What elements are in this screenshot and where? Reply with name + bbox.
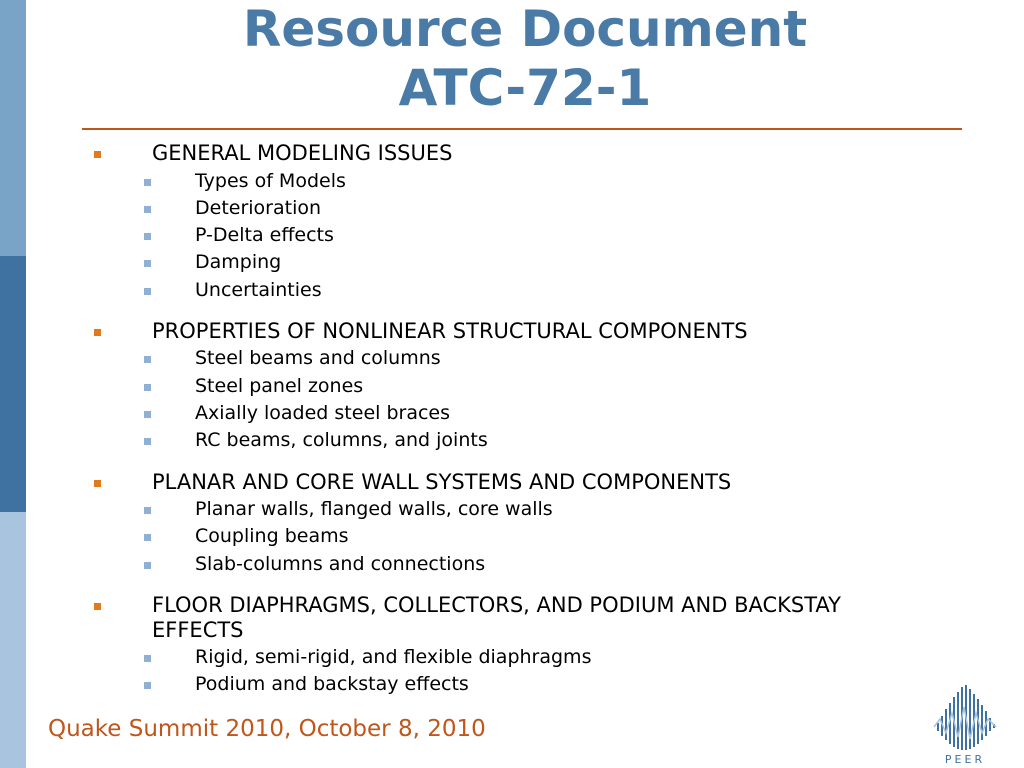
section-floor-diaphragms — [0, 593, 1024, 699]
list-item-text: Damping — [195, 251, 282, 274]
square-bullet-icon — [144, 260, 151, 267]
square-bullet-icon — [144, 233, 151, 240]
logo-text: PEER — [944, 753, 986, 766]
list-item — [0, 222, 1024, 249]
footer-text: Quake Summit 2010, October 8, 2010 — [48, 716, 486, 742]
section-heading — [0, 593, 912, 642]
square-bullet-icon — [94, 329, 101, 336]
section-general-modeling — [0, 141, 1024, 304]
section-heading-text: FLOOR DIAPHRAGMS, COLLECTORS, AND PODIUM AND BACKSTAY EFFECTS — [152, 593, 841, 642]
list-item — [0, 427, 1024, 454]
list-item — [0, 551, 1024, 578]
list-item — [0, 168, 1024, 195]
square-bullet-icon — [144, 655, 151, 662]
list-item — [0, 400, 1024, 427]
list-item — [0, 496, 1024, 523]
list-item — [0, 373, 1024, 400]
title-divider — [82, 128, 962, 130]
list-item-text: Axially loaded steel braces — [195, 402, 450, 425]
square-bullet-icon — [144, 384, 151, 391]
square-bullet-icon — [144, 179, 151, 186]
section-wall-systems — [0, 470, 1024, 578]
list-item — [0, 345, 1024, 372]
list-item-text: Slab-columns and connections — [195, 552, 486, 575]
square-bullet-icon — [144, 411, 151, 418]
section-heading — [0, 470, 912, 495]
square-bullet-icon — [144, 288, 151, 295]
square-bullet-icon — [94, 480, 101, 487]
slide-title — [26, 0, 1024, 118]
list-item-text: Coupling beams — [195, 525, 349, 548]
section-heading-text: PLANAR AND CORE WALL SYSTEMS AND COMPONENTS — [152, 469, 732, 494]
square-bullet-icon — [144, 507, 151, 514]
list-item — [0, 277, 1024, 304]
slide-title-line-2: ATC-72-1 — [398, 59, 652, 117]
square-bullet-icon — [94, 603, 101, 610]
list-item-text: Types of Models — [195, 169, 346, 192]
section-heading-text: GENERAL MODELING ISSUES — [152, 141, 453, 165]
list-item — [0, 195, 1024, 222]
section-heading-text: PROPERTIES OF NONLINEAR STRUCTURAL COMPONENTS — [152, 318, 748, 343]
square-bullet-icon — [144, 682, 151, 689]
square-bullet-icon — [144, 206, 151, 213]
list-item-text: Steel panel zones — [195, 374, 364, 397]
square-bullet-icon — [94, 151, 101, 158]
square-bullet-icon — [144, 562, 151, 569]
list-item-text: P-Delta effects — [195, 224, 334, 247]
list-item — [0, 671, 1024, 698]
section-heading — [0, 319, 912, 344]
list-item — [0, 249, 1024, 276]
square-bullet-icon — [144, 438, 151, 445]
square-bullet-icon — [144, 534, 151, 541]
list-item-text: RC beams, columns, and joints — [195, 429, 488, 452]
list-item-text: Planar walls, flanged walls, core walls — [195, 498, 553, 521]
list-item-text: Uncertainties — [195, 278, 322, 301]
section-nonlinear-components — [0, 319, 1024, 455]
bullet-list — [0, 141, 1024, 699]
list-item-text: Steel beams and columns — [195, 347, 441, 370]
list-item-text: Podium and backstay effects — [195, 673, 469, 696]
list-item — [0, 523, 1024, 550]
list-item-text: Deterioration — [195, 196, 322, 219]
section-heading — [0, 141, 912, 166]
slide-title-line-1: Resource Document — [242, 0, 808, 58]
square-bullet-icon — [144, 356, 151, 363]
list-item — [0, 644, 1024, 671]
list-item-text: Rigid, semi-rigid, and flexible diaphragms — [195, 646, 592, 669]
